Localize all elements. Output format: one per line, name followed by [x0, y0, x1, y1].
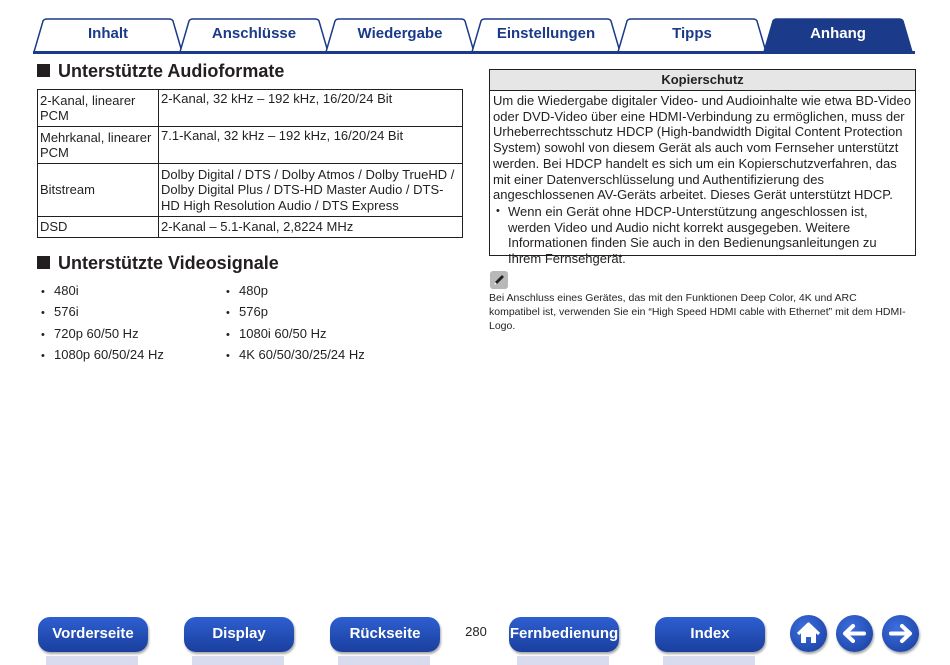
tab-anschluesse[interactable] — [179, 18, 329, 52]
tab-label: Anhang — [810, 25, 866, 42]
rueckseite-button[interactable] — [330, 617, 440, 652]
button-label: Vorderseite — [52, 625, 134, 642]
home-button[interactable] — [790, 615, 827, 652]
copy-protection-bullet: • Wenn ein Gerät ohne HDCP-Unterstützung angeschlossen ist, werden Video und Audio nicht korrekt ausgegeben. Weitere Informationen finden Sie auch in den Bedienungsanleitungen zu Ihrem Fernsehgerät. — [493, 204, 912, 267]
format-cell: 2-Kanal, linearer PCM — [38, 90, 159, 127]
list-item: • 1080i 60/50 Hz — [224, 324, 365, 345]
chapter-tabs — [33, 16, 915, 54]
video-heading — [37, 253, 279, 274]
table-row — [38, 164, 463, 217]
list-item: • 720p 60/50 Hz — [39, 324, 164, 345]
spec-cell: Dolby Digital / DTS / Dolby Atmos / Dolby TrueHD / Dolby Digital Plus / DTS-HD Master Audio / DTS-HD High Resolution Audio / DTS Express — [159, 164, 463, 217]
home-icon — [790, 615, 827, 652]
button-label: Rückseite — [349, 625, 421, 642]
display-button[interactable] — [184, 617, 294, 652]
button-shadow-bar — [517, 656, 609, 665]
list-item: • 1080p 60/50/24 Hz — [39, 345, 164, 366]
square-bullet-icon — [37, 256, 50, 269]
index-button[interactable] — [655, 617, 765, 652]
back-button[interactable] — [836, 615, 873, 652]
table-row — [38, 90, 463, 127]
tab-einstellungen[interactable] — [471, 18, 621, 52]
table-row — [38, 217, 463, 238]
vorderseite-button[interactable] — [38, 617, 148, 652]
tab-label: Inhalt — [88, 25, 128, 42]
button-label: Fernbedienung — [509, 625, 619, 642]
format-cell: DSD — [38, 217, 159, 238]
forward-button[interactable] — [882, 615, 919, 652]
button-shadow-bar — [338, 656, 430, 665]
copy-protection-box — [489, 69, 916, 267]
video-list-right — [224, 281, 365, 366]
video-heading-text: Unterstützte Videosignale — [58, 253, 279, 273]
tab-anhang[interactable] — [763, 18, 913, 52]
square-bullet-icon — [37, 64, 50, 77]
tab-label: Anschlüsse — [211, 25, 297, 42]
tab-label: Tipps — [672, 25, 712, 42]
button-shadow-bar — [46, 656, 138, 665]
arrow-left-icon — [836, 615, 873, 652]
tab-tipps[interactable] — [617, 18, 767, 52]
table-row — [38, 127, 463, 164]
copy-protection-text: Um die Wiedergabe digitaler Video- und Audioinhalte wie etwa BD-Video oder DVD-Video über eine HDMI-Verbindung zu ermöglichen, muss der Urheberrechtsschutz HDCP (High-bandwidth Digital Content Protection System) sowohl von diesem Gerät als auch vom Fernseher unterstützt werden. Bei HDCP handelt es sich um ein Kopierschutzverfahren, das mit einer Datenverschlüsselung und Authentifizierung des angeschlossenen AV-Geräts arbeitet. Dieses Gerät unterstützt HDCP. — [493, 93, 911, 203]
spec-cell: 2-Kanal, 32 kHz – 192 kHz, 16/20/24 Bit — [159, 90, 463, 127]
tab-label: Einstellungen — [496, 25, 596, 42]
copy-protection-body — [490, 91, 915, 267]
format-cell: Mehrkanal, linearer PCM — [38, 127, 159, 164]
tab-label: Wiedergabe — [357, 25, 443, 42]
button-shadow-bar — [192, 656, 284, 665]
list-item: • 576i — [39, 302, 164, 323]
tab-inhalt[interactable] — [33, 18, 183, 52]
page-number: 280 — [465, 624, 487, 639]
spec-cell: 7.1-Kanal, 32 kHz – 192 kHz, 16/20/24 Bit — [159, 127, 463, 164]
list-item: • 576p — [224, 302, 365, 323]
button-label: Display — [212, 625, 266, 642]
list-item: • 480p — [224, 281, 365, 302]
spec-cell: 2-Kanal – 5.1-Kanal, 2,8224 MHz — [159, 217, 463, 238]
note-text: Bei Anschluss eines Gerätes, das mit den Funktionen Deep Color, 4K und ARC kompatibel ist, verwenden Sie ein “High Speed HDMI cable with Ethernet” mit dem HDMI-Logo. — [489, 292, 906, 332]
audio-formats-table — [37, 89, 463, 238]
arrow-right-icon — [882, 615, 919, 652]
audio-heading-text: Unterstützte Audioformate — [58, 61, 285, 81]
fernbedienung-button[interactable] — [509, 617, 619, 652]
format-cell: Bitstream — [38, 164, 159, 217]
copy-protection-title: Kopierschutz — [490, 70, 915, 91]
tab-wiedergabe[interactable] — [325, 18, 475, 52]
tab-baseline — [33, 51, 915, 54]
pencil-icon — [490, 271, 508, 289]
audio-heading — [37, 61, 284, 82]
list-item: • 4K 60/50/30/25/24 Hz — [224, 345, 365, 366]
button-shadow-bar — [663, 656, 755, 665]
list-item: • 480i — [39, 281, 164, 302]
button-label: Index — [690, 625, 730, 642]
video-list-left — [39, 281, 164, 366]
